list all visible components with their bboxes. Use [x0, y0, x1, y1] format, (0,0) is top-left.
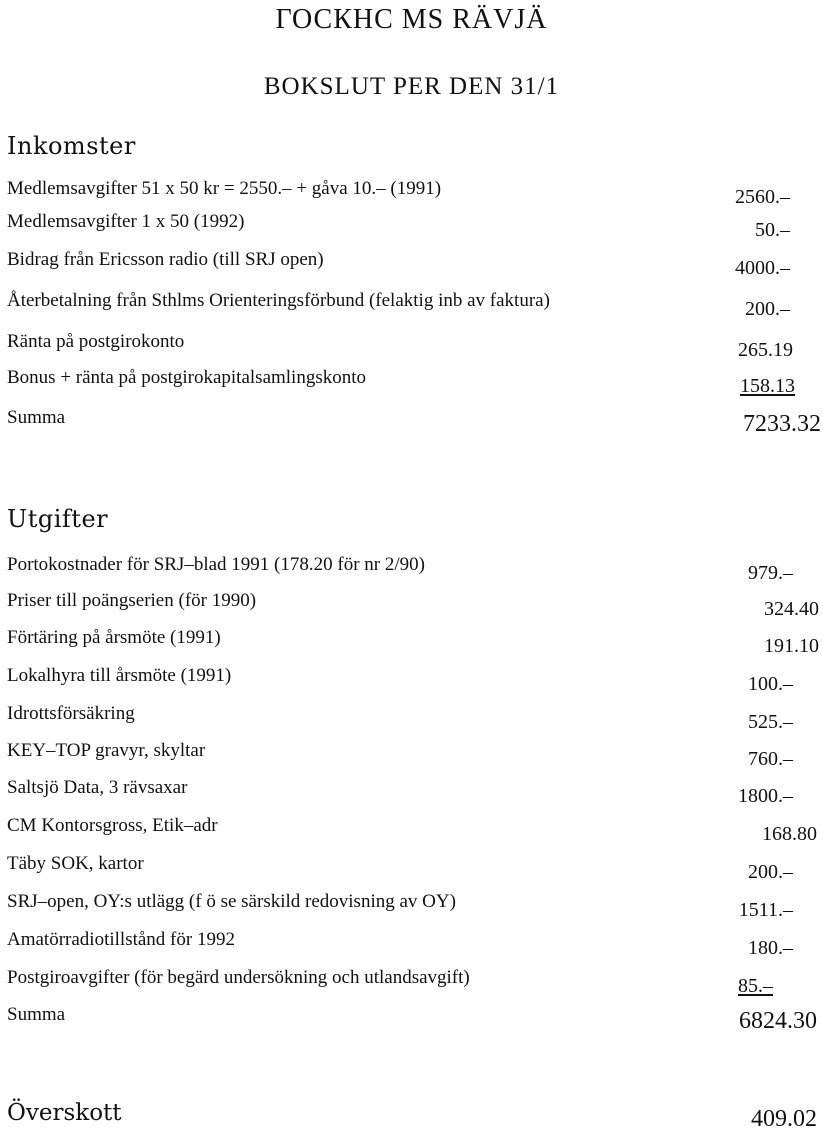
- surplus-label: Överskott: [7, 1100, 122, 1126]
- income-label: Medlemsavgifter 1 x 50 (1992): [7, 211, 245, 232]
- income-row: [0, 367, 823, 407]
- expense-row: [0, 891, 823, 931]
- expense-row: [0, 815, 823, 855]
- expense-amount: 1511.–: [738, 899, 793, 921]
- organization-title: ГОСКНС MS RÄVJÄ: [275, 4, 548, 35]
- expense-amount: 525.–: [748, 711, 793, 733]
- income-amount: 2560.–: [735, 186, 790, 208]
- expense-label: Täby SOK, kartor: [7, 853, 144, 874]
- expense-row: [0, 554, 823, 594]
- expense-label: Amatörradiotillstånd för 1992: [7, 929, 235, 950]
- income-label: Bidrag från Ericsson radio (till SRJ open): [7, 249, 324, 270]
- expense-amount: 100.–: [748, 673, 793, 695]
- income-amount: 4000.–: [735, 257, 790, 279]
- income-amount: 50.–: [755, 219, 790, 241]
- expense-amount: 200.–: [748, 861, 793, 883]
- expense-row: [0, 740, 823, 780]
- expense-amount: 191.10: [764, 635, 819, 657]
- expense-label: Förtäring på årsmöte (1991): [7, 627, 221, 648]
- income-label: Återbetalning från Sthlms Orienteringsförbund (felaktig inb av faktura): [7, 290, 550, 311]
- expense-row: [0, 929, 823, 969]
- expense-row: [0, 665, 823, 705]
- expense-row: [0, 703, 823, 743]
- expense-amount: 979.–: [748, 562, 793, 584]
- expense-label: Saltsjö Data, 3 rävsaxar: [7, 777, 188, 798]
- surplus-amount: 409.02: [751, 1106, 817, 1132]
- income-heading: Inkomster: [7, 132, 136, 160]
- expense-amount: 1800.–: [738, 785, 793, 807]
- expense-label: Postgiroavgifter (för begärd undersökning och utlandsavgift): [7, 967, 470, 988]
- expense-row: [0, 853, 823, 893]
- income-row: [0, 249, 823, 289]
- income-label: Bonus + ränta på postgirokapitalsamlingskonto: [7, 367, 367, 388]
- expense-label: CM Kontorsgross, Etik–adr: [7, 815, 218, 836]
- income-sum-label: Summa: [7, 407, 66, 428]
- income-sum-amount: 7233.32: [743, 411, 821, 437]
- expense-amount: 85.–: [738, 975, 773, 997]
- expense-label: Priser till poängserien (för 1990): [7, 590, 257, 611]
- expense-amount: 324.40: [764, 598, 819, 620]
- income-amount: 265.19: [738, 339, 793, 361]
- expense-row: [0, 627, 823, 667]
- expense-amount: 180.–: [748, 937, 793, 959]
- expense-label: Lokalhyra till årsmöte (1991): [7, 665, 232, 686]
- surplus-row: [0, 1096, 823, 1136]
- expense-sum-label: Summa: [7, 1004, 66, 1025]
- expense-sum-row: [0, 1004, 823, 1044]
- income-label: Ränta på postgirokonto: [7, 331, 185, 352]
- expense-row: [0, 590, 823, 630]
- expense-label: Idrottsförsäkring: [7, 703, 135, 724]
- income-row: [0, 331, 823, 371]
- expense-sum-amount: 6824.30: [739, 1008, 817, 1034]
- income-row: [0, 290, 823, 330]
- document-title: BOKSLUT PER DEN 31/1: [263, 73, 560, 100]
- income-sum-row: [0, 407, 823, 447]
- expense-amount: 168.80: [762, 823, 817, 845]
- expense-label: Portokostnader för SRJ–blad 1991 (178.20 för nr 2/90): [7, 554, 425, 575]
- income-amount: 158.13: [740, 375, 795, 397]
- expenses-heading: Utgifter: [7, 505, 109, 533]
- expense-label: KEY–TOP gravyr, skyltar: [7, 740, 206, 761]
- income-amount: 200.–: [745, 298, 790, 320]
- income-label: Medlemsavgifter 51 x 50 kr = 2550.– + gåva 10.– (1991): [7, 178, 442, 199]
- expense-amount: 760.–: [748, 748, 793, 770]
- income-row: [0, 211, 823, 251]
- expense-row: [0, 777, 823, 817]
- expense-row: [0, 967, 823, 1007]
- expense-label: SRJ–open, OY:s utlägg (f ö se särskild redovisning av OY): [7, 891, 456, 912]
